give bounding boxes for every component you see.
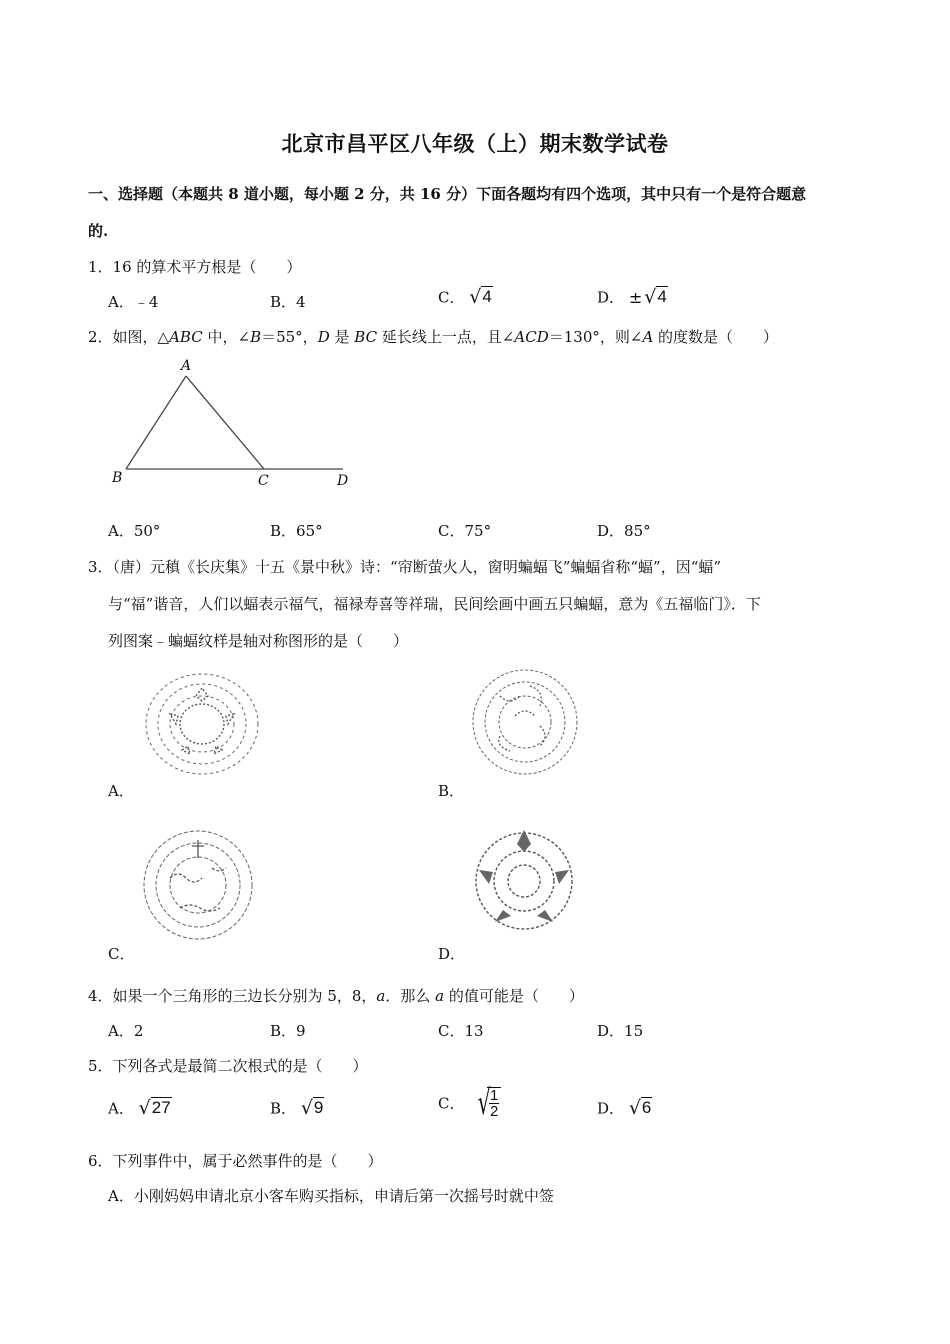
q3-option-d[interactable]: D．	[438, 945, 466, 963]
q5-option-b[interactable]	[270, 1097, 324, 1119]
radical-sign-icon: √	[477, 1083, 491, 1123]
point-label-d: D	[337, 473, 349, 489]
q6-option-a[interactable]	[108, 1185, 554, 1206]
page-title: 北京市昌平区八年级（上）期末数学试卷	[281, 131, 669, 156]
question-number: 4．	[88, 987, 113, 1005]
variable: B	[250, 328, 262, 346]
sqrt-expression	[139, 1097, 172, 1118]
question-text: 下列各式是最简二次根式的是（ ）	[112, 1057, 368, 1075]
question-number: 3．	[88, 558, 113, 576]
q1-option-a[interactable]	[108, 291, 158, 312]
radical-sign-icon: √	[644, 285, 657, 308]
question-number: 2．	[88, 328, 113, 346]
text: 是	[329, 328, 355, 346]
q2-option-b[interactable]	[270, 520, 323, 541]
numerator: 1	[489, 1086, 499, 1104]
q4-option-d[interactable]	[597, 1020, 643, 1041]
q2-option-d[interactable]	[597, 520, 651, 541]
q3-option-b[interactable]: B．	[438, 782, 465, 800]
radical-sign-icon: √	[138, 1096, 151, 1119]
section-heading-line2: 的.	[88, 222, 109, 240]
radical-sign-icon: √	[469, 285, 482, 308]
question-6-stem	[88, 1150, 383, 1171]
q4-option-c[interactable]	[438, 1020, 484, 1041]
option-text: 15	[624, 1022, 644, 1040]
radicand: 4	[482, 287, 492, 306]
q1-option-b[interactable]	[270, 291, 306, 312]
option-label: A．	[108, 1099, 134, 1118]
sqrt-expression	[629, 1097, 653, 1118]
q1-option-d[interactable]	[597, 286, 668, 308]
option-text: 13	[464, 1022, 484, 1040]
text: 中，∠	[202, 328, 251, 346]
variable: a	[435, 987, 445, 1005]
radical-sign-icon: √	[628, 1096, 641, 1119]
option-text: ﹣4	[133, 293, 159, 311]
option-text: 50°	[133, 522, 161, 540]
bat-pattern-b-icon	[470, 666, 580, 778]
option-label: A．	[108, 293, 134, 311]
radicand: 27	[151, 1098, 171, 1117]
question-number: 5．	[88, 1057, 113, 1075]
question-text: 下列事件中，属于必然事件的是（ ）	[112, 1152, 383, 1170]
option-label: C．	[438, 1022, 465, 1040]
triangle-diagram-icon	[108, 358, 358, 493]
text: 的值可能是（ ）	[444, 987, 584, 1005]
variable: ABC	[169, 328, 203, 346]
bat-pattern-c-icon	[140, 828, 256, 943]
variable: BC	[354, 328, 378, 346]
question-number: 6．	[88, 1152, 113, 1170]
point-label-a: A	[181, 358, 192, 374]
triangle-figure	[108, 358, 358, 493]
radicand: 6	[641, 1098, 652, 1117]
option-label: D．	[597, 1099, 625, 1118]
option-label: B．	[270, 522, 297, 540]
question-4-stem	[88, 985, 584, 1006]
q4-option-a[interactable]	[108, 1020, 143, 1041]
q5-option-a[interactable]	[108, 1097, 172, 1119]
sqrt-expression	[301, 1097, 325, 1118]
text: ．那么	[385, 987, 436, 1005]
point-label-b: B	[112, 470, 123, 486]
question-number: 1．	[88, 258, 113, 276]
option-label: A．	[108, 1022, 134, 1040]
q2-option-a[interactable]	[108, 520, 160, 541]
bat-pattern-d-icon	[465, 822, 583, 940]
radicand: 9	[313, 1098, 324, 1117]
variable: D	[317, 328, 330, 346]
q2-option-c[interactable]	[438, 520, 491, 541]
text: 延长线上一点，且∠	[377, 328, 515, 346]
question-1-stem	[88, 256, 301, 277]
text: 的度数是（ ）	[653, 328, 779, 346]
option-text: 9	[296, 1022, 306, 1040]
option-label: D．	[597, 288, 625, 307]
option-text: 小刚妈妈申请北京小客车购买指标，申请后第一次摇号时就中签	[133, 1187, 554, 1205]
option-text: 2	[133, 1022, 144, 1040]
text: ＝55°，	[261, 328, 318, 346]
bat-pattern-a-icon	[140, 668, 265, 780]
sqrt-expression	[469, 286, 493, 307]
option-text: 4	[296, 293, 306, 311]
section-heading-line1: 一、选择题（本题共 8 道小题，每小题 2 分，共 16 分）下面各题均有四个选项，其中只有一个是符合题意	[88, 185, 807, 203]
question-3-stem-line1	[88, 556, 721, 577]
point-label-c: C	[258, 473, 269, 489]
option-label: D．	[597, 522, 625, 540]
question-2-stem	[88, 326, 778, 347]
question-text: 16 的算术平方根是（ ）	[112, 258, 302, 276]
plus-minus-sign: ±	[628, 287, 643, 307]
option-text: 65°	[296, 522, 323, 540]
variable: A	[642, 328, 654, 346]
option-label: B．	[270, 1099, 297, 1118]
radicand: 4	[657, 287, 667, 306]
bat-pattern-b-image	[470, 666, 580, 778]
option-label: B．	[270, 293, 297, 311]
option-label: D．	[597, 1022, 625, 1040]
text: ＝130°，则∠	[548, 328, 643, 346]
denominator: 2	[489, 1103, 499, 1121]
sqrt-fraction-expression	[469, 1083, 501, 1123]
option-label: A．	[108, 1187, 134, 1205]
q5-option-d[interactable]	[597, 1097, 652, 1119]
option-label: C．	[438, 1094, 465, 1113]
q3-option-a[interactable]: A．	[108, 782, 134, 800]
option-label: C．	[438, 522, 465, 540]
option-label: A．	[108, 522, 134, 540]
sqrt-expression	[644, 286, 668, 307]
variable: a	[376, 987, 386, 1005]
text: 如果一个三角形的三边长分别为 5，8，	[112, 987, 377, 1005]
option-label: C．	[438, 288, 465, 307]
option-text: 85°	[624, 522, 651, 540]
option-text: 75°	[464, 522, 492, 540]
question-3-stem-line2: 与“福”谐音，人们以蝠表示福气，福禄寿喜等祥瑞，民间绘画中画五只蝙蝠，意为《五福临门》．下	[108, 595, 761, 613]
bat-pattern-d-image	[465, 822, 583, 940]
q5-option-c[interactable]	[438, 1083, 501, 1123]
q4-option-b[interactable]	[270, 1020, 306, 1041]
option-label: B．	[270, 1022, 297, 1040]
question-5-stem	[88, 1055, 368, 1076]
variable: ACD	[514, 328, 549, 346]
text: 如图，△	[112, 328, 170, 346]
bat-pattern-a-image	[140, 668, 265, 780]
question-3-stem-line3: 列图案﹣蝙蝠纹样是轴对称图形的是（ ）	[108, 632, 409, 650]
question-text: （唐）元稹《长庆集》十五《景中秋》诗：“帘断萤火人，窗明蝙蝠飞”蝙蝠省称“蝠”，因“蝠”	[112, 558, 722, 576]
bat-pattern-c-image	[140, 828, 256, 943]
q1-option-c[interactable]	[438, 286, 493, 308]
q3-option-c[interactable]: C．	[108, 945, 135, 963]
radical-sign-icon: √	[300, 1096, 313, 1119]
